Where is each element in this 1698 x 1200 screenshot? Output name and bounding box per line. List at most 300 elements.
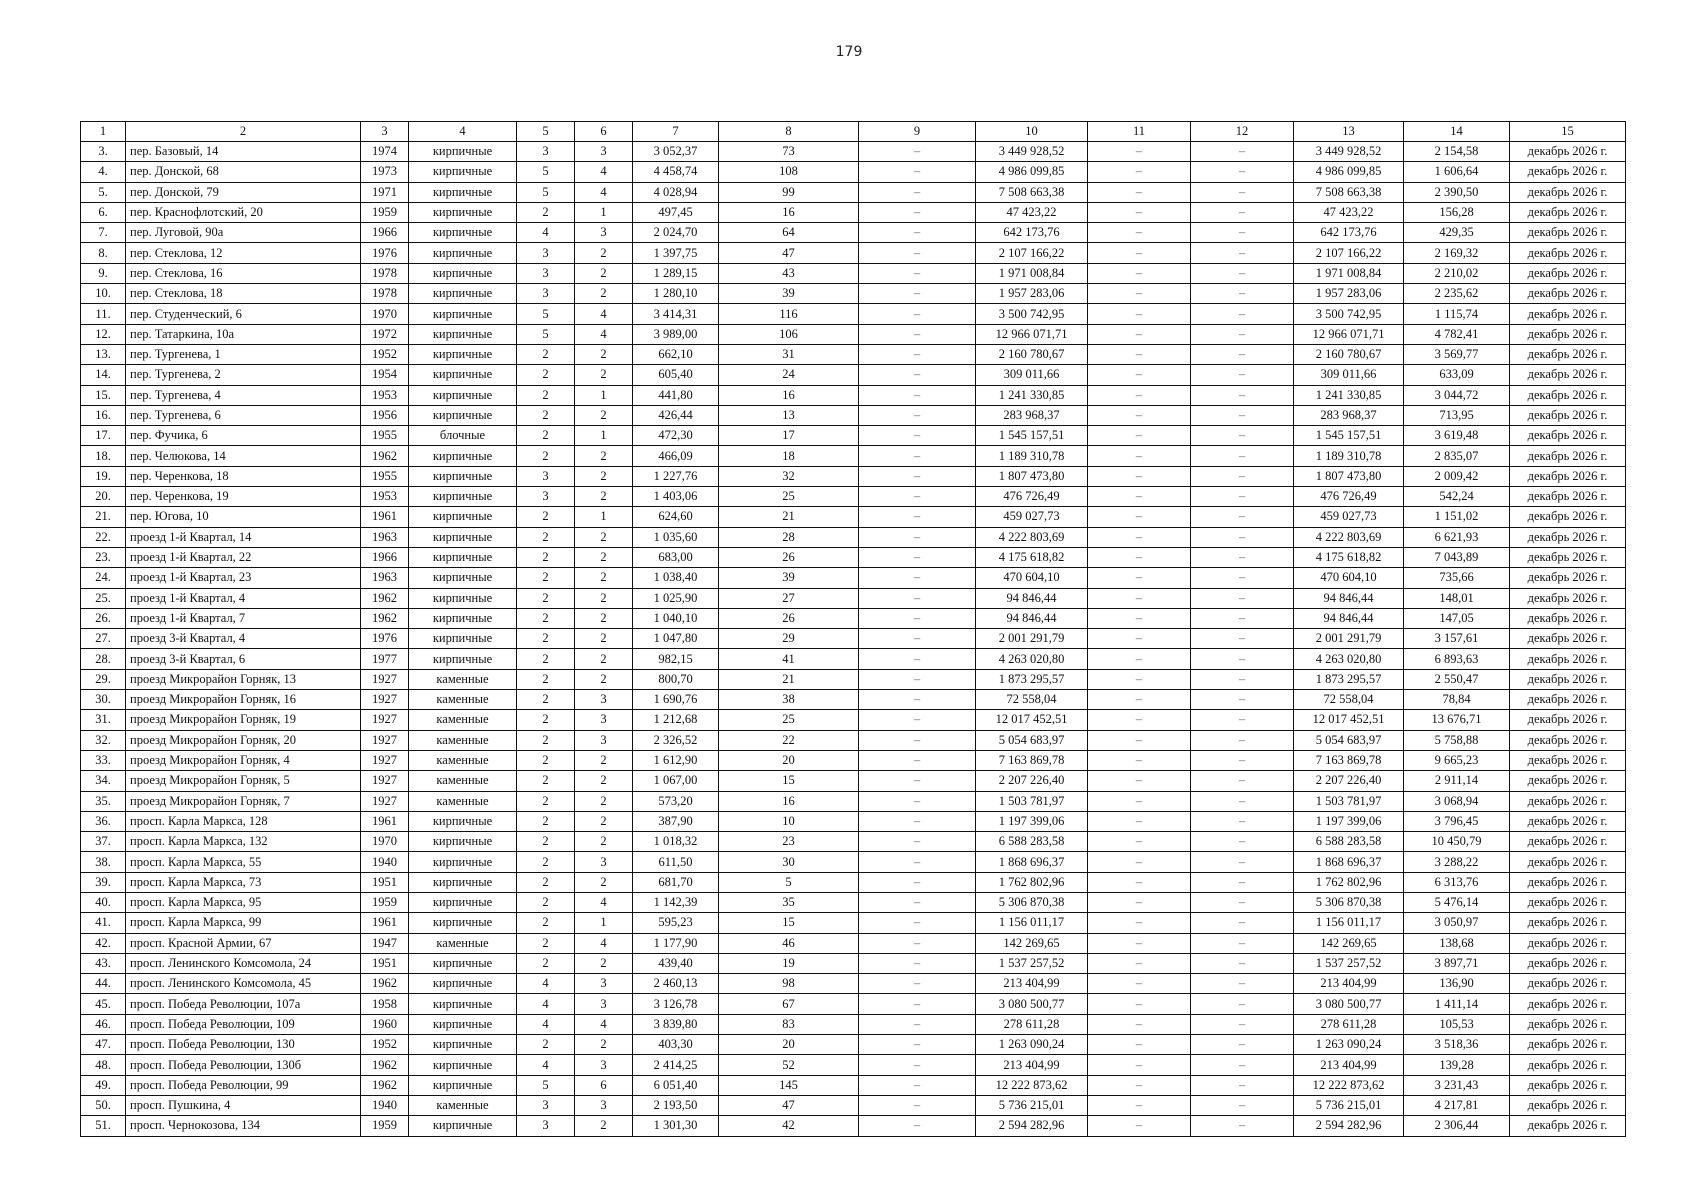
- table-cell: 108: [719, 162, 859, 182]
- table-cell: 2: [517, 365, 575, 385]
- table-row: [81, 710, 1626, 730]
- table-cell: 2 160 780,67: [1294, 344, 1404, 364]
- table-cell: 2 207 226,40: [1294, 771, 1404, 791]
- table-cell: –: [1191, 974, 1294, 994]
- table-cell: 11.: [81, 304, 126, 324]
- column-header: 14: [1404, 122, 1510, 142]
- table-cell: 2 154,58: [1404, 142, 1510, 162]
- table-cell: 7 163 869,78: [1294, 750, 1404, 770]
- table-cell: 3: [517, 1116, 575, 1136]
- address-cell: просп. Пушкина, 4: [126, 1095, 361, 1115]
- table-cell: 542,24: [1404, 487, 1510, 507]
- table-cell: 29: [719, 629, 859, 649]
- table-cell: декабрь 2026 г.: [1510, 730, 1626, 750]
- table-cell: 27: [719, 588, 859, 608]
- table-cell: 26: [719, 608, 859, 628]
- table-cell: 5: [719, 872, 859, 892]
- column-header: 6: [575, 122, 633, 142]
- table-cell: 49.: [81, 1075, 126, 1095]
- table-cell: 12 222 873,62: [1294, 1075, 1404, 1095]
- table-cell: декабрь 2026 г.: [1510, 223, 1626, 243]
- table-cell: 2: [517, 446, 575, 466]
- table-cell: 439,40: [633, 953, 719, 973]
- table-row: [81, 811, 1626, 831]
- table-cell: –: [859, 365, 976, 385]
- table-cell: 1 018,32: [633, 832, 719, 852]
- table-cell: –: [1191, 1055, 1294, 1075]
- table-cell: –: [1191, 1014, 1294, 1034]
- table-cell: –: [1088, 324, 1191, 344]
- address-cell: просп. Победа Революции, 99: [126, 1075, 361, 1095]
- table-row: [81, 182, 1626, 202]
- table-row: [81, 487, 1626, 507]
- table-cell: каменные: [409, 1095, 517, 1115]
- table-cell: 1 289,15: [633, 263, 719, 283]
- table-cell: 7 508 663,38: [1294, 182, 1404, 202]
- table-row: [81, 974, 1626, 994]
- table-cell: 1 537 257,52: [976, 953, 1088, 973]
- table-cell: 1 868 696,37: [1294, 852, 1404, 872]
- table-cell: –: [1088, 608, 1191, 628]
- table-cell: 1 156 011,17: [976, 913, 1088, 933]
- table-cell: 1: [575, 202, 633, 222]
- table-cell: –: [1088, 974, 1191, 994]
- table-cell: –: [1191, 284, 1294, 304]
- table-cell: –: [1088, 629, 1191, 649]
- table-cell: 2: [575, 446, 633, 466]
- table-cell: 1 397,75: [633, 243, 719, 263]
- table-cell: 4: [575, 304, 633, 324]
- table-cell: 142 269,65: [976, 933, 1088, 953]
- table-cell: каменные: [409, 750, 517, 770]
- table-cell: 4 217,81: [1404, 1095, 1510, 1115]
- table-cell: 39: [719, 568, 859, 588]
- table-cell: –: [859, 324, 976, 344]
- table-cell: 35.: [81, 791, 126, 811]
- table-cell: –: [1088, 507, 1191, 527]
- table-row: [81, 243, 1626, 263]
- table-cell: –: [1191, 1095, 1294, 1115]
- table-cell: 43.: [81, 953, 126, 973]
- table-cell: 94 846,44: [1294, 588, 1404, 608]
- table-cell: 982,15: [633, 649, 719, 669]
- table-cell: 2: [517, 852, 575, 872]
- table-cell: –: [1088, 284, 1191, 304]
- table-cell: 3 500 742,95: [1294, 304, 1404, 324]
- table-cell: 6 588 283,58: [1294, 832, 1404, 852]
- table-cell: декабрь 2026 г.: [1510, 426, 1626, 446]
- table-cell: 1 189 310,78: [976, 446, 1088, 466]
- table-cell: 1961: [361, 913, 409, 933]
- table-cell: –: [859, 304, 976, 324]
- table-row: [81, 892, 1626, 912]
- table-cell: –: [859, 547, 976, 567]
- table-cell: –: [859, 223, 976, 243]
- table-cell: 1970: [361, 304, 409, 324]
- table-cell: –: [859, 953, 976, 973]
- table-cell: 2: [575, 872, 633, 892]
- table-cell: декабрь 2026 г.: [1510, 892, 1626, 912]
- table-cell: 1976: [361, 629, 409, 649]
- table-cell: –: [859, 1075, 976, 1095]
- address-cell: проезд Микрорайон Горняк, 5: [126, 771, 361, 791]
- table-cell: 1927: [361, 730, 409, 750]
- table-cell: –: [859, 405, 976, 425]
- table-cell: 2: [517, 426, 575, 446]
- table-cell: 1 971 008,84: [976, 263, 1088, 283]
- table-cell: –: [1191, 223, 1294, 243]
- table-cell: –: [859, 608, 976, 628]
- table-cell: кирпичные: [409, 466, 517, 486]
- table-cell: декабрь 2026 г.: [1510, 547, 1626, 567]
- table-cell: –: [1088, 142, 1191, 162]
- table-cell: –: [1088, 446, 1191, 466]
- table-cell: 4 175 618,82: [976, 547, 1088, 567]
- table-cell: 15: [719, 771, 859, 791]
- table-cell: 2: [517, 385, 575, 405]
- table-cell: 2: [575, 487, 633, 507]
- table-cell: 31.: [81, 710, 126, 730]
- table-cell: 2 390,50: [1404, 182, 1510, 202]
- table-cell: –: [1191, 243, 1294, 263]
- table-cell: –: [1088, 243, 1191, 263]
- table-cell: 2 306,44: [1404, 1116, 1510, 1136]
- table-cell: –: [1088, 162, 1191, 182]
- table-cell: 22.: [81, 527, 126, 547]
- table-cell: 1962: [361, 1075, 409, 1095]
- table-cell: 213 404,99: [976, 974, 1088, 994]
- address-cell: просп. Карла Маркса, 99: [126, 913, 361, 933]
- table-cell: –: [1191, 162, 1294, 182]
- table-cell: 3 500 742,95: [976, 304, 1088, 324]
- table-cell: 28.: [81, 649, 126, 669]
- table-cell: 98: [719, 974, 859, 994]
- table-cell: 1 690,76: [633, 690, 719, 710]
- table-cell: кирпичные: [409, 1035, 517, 1055]
- table-cell: 1 151,02: [1404, 507, 1510, 527]
- table-cell: 4: [575, 892, 633, 912]
- table-cell: 1 263 090,24: [1294, 1035, 1404, 1055]
- table-cell: 1947: [361, 933, 409, 953]
- table-cell: –: [859, 994, 976, 1014]
- table-cell: 16: [719, 202, 859, 222]
- table-cell: 2 460,13: [633, 974, 719, 994]
- table-cell: декабрь 2026 г.: [1510, 1116, 1626, 1136]
- table-row: [81, 852, 1626, 872]
- table-cell: 213 404,99: [1294, 974, 1404, 994]
- address-cell: пер. Татаркина, 10а: [126, 324, 361, 344]
- table-cell: 136,90: [1404, 974, 1510, 994]
- table-cell: 6 051,40: [633, 1075, 719, 1095]
- table-cell: 2: [575, 344, 633, 364]
- address-cell: проезд 1-й Квартал, 22: [126, 547, 361, 567]
- table-cell: 624,60: [633, 507, 719, 527]
- table-cell: 32.: [81, 730, 126, 750]
- table-cell: –: [1191, 202, 1294, 222]
- table-cell: 4 028,94: [633, 182, 719, 202]
- table-cell: 1 241 330,85: [1294, 385, 1404, 405]
- table-cell: 2 326,52: [633, 730, 719, 750]
- table-cell: декабрь 2026 г.: [1510, 710, 1626, 730]
- table-row: [81, 284, 1626, 304]
- table-cell: –: [1088, 202, 1191, 222]
- column-header: 7: [633, 122, 719, 142]
- table-cell: 1961: [361, 507, 409, 527]
- table-row: [81, 1075, 1626, 1095]
- table-cell: 4: [517, 974, 575, 994]
- table-cell: 1 957 283,06: [1294, 284, 1404, 304]
- table-cell: 1976: [361, 243, 409, 263]
- table-cell: кирпичные: [409, 344, 517, 364]
- table-cell: –: [1191, 994, 1294, 1014]
- table-cell: 20.: [81, 487, 126, 507]
- table-cell: 1956: [361, 405, 409, 425]
- table-cell: 2 169,32: [1404, 243, 1510, 263]
- table-cell: 35: [719, 892, 859, 912]
- table-row: [81, 994, 1626, 1014]
- table-row: [81, 771, 1626, 791]
- table-cell: 1 156 011,17: [1294, 913, 1404, 933]
- table-cell: 681,70: [633, 872, 719, 892]
- table-cell: 5: [517, 304, 575, 324]
- table-cell: 1 197 399,06: [1294, 811, 1404, 831]
- table-cell: 2: [575, 263, 633, 283]
- table-cell: 43: [719, 263, 859, 283]
- table-cell: декабрь 2026 г.: [1510, 263, 1626, 283]
- table-cell: 16: [719, 791, 859, 811]
- table-row: [81, 223, 1626, 243]
- table-cell: 40.: [81, 892, 126, 912]
- table-cell: 1951: [361, 872, 409, 892]
- table-cell: 13 676,71: [1404, 710, 1510, 730]
- table-row: [81, 872, 1626, 892]
- table-cell: 573,20: [633, 791, 719, 811]
- table-row: [81, 202, 1626, 222]
- table-cell: –: [859, 142, 976, 162]
- table-cell: 106: [719, 324, 859, 344]
- table-cell: –: [859, 1055, 976, 1075]
- table-cell: –: [1088, 892, 1191, 912]
- table-cell: –: [1191, 649, 1294, 669]
- table-cell: 1 212,68: [633, 710, 719, 730]
- table-cell: 466,09: [633, 446, 719, 466]
- table-cell: 10 450,79: [1404, 832, 1510, 852]
- table-cell: каменные: [409, 730, 517, 750]
- table-cell: кирпичные: [409, 913, 517, 933]
- table-cell: декабрь 2026 г.: [1510, 791, 1626, 811]
- table-cell: 3 052,37: [633, 142, 719, 162]
- table-cell: 21: [719, 669, 859, 689]
- table-row: [81, 913, 1626, 933]
- address-cell: пер. Базовый, 14: [126, 142, 361, 162]
- table-cell: –: [859, 202, 976, 222]
- table-cell: каменные: [409, 771, 517, 791]
- table-cell: 2: [517, 913, 575, 933]
- address-cell: пер. Стеклова, 18: [126, 284, 361, 304]
- table-cell: 213 404,99: [976, 1055, 1088, 1075]
- table-cell: 3: [575, 142, 633, 162]
- table-cell: 611,50: [633, 852, 719, 872]
- table-cell: 1 411,14: [1404, 994, 1510, 1014]
- table-cell: –: [1191, 791, 1294, 811]
- table-cell: 2 001 291,79: [976, 629, 1088, 649]
- table-cell: 19.: [81, 466, 126, 486]
- table-cell: 595,23: [633, 913, 719, 933]
- table-cell: 4: [517, 223, 575, 243]
- address-cell: просп. Карла Маркса, 73: [126, 872, 361, 892]
- table-cell: 30: [719, 852, 859, 872]
- table-cell: декабрь 2026 г.: [1510, 669, 1626, 689]
- table-cell: 605,40: [633, 365, 719, 385]
- table-cell: 1 197 399,06: [976, 811, 1088, 831]
- table-cell: 3: [575, 1055, 633, 1075]
- table-cell: 5 736 215,01: [976, 1095, 1088, 1115]
- table-cell: 3 989,00: [633, 324, 719, 344]
- table-cell: 2: [517, 730, 575, 750]
- table-cell: 26.: [81, 608, 126, 628]
- table-cell: 1 503 781,97: [976, 791, 1088, 811]
- table-cell: декабрь 2026 г.: [1510, 649, 1626, 669]
- table-cell: 278 611,28: [976, 1014, 1088, 1034]
- table-cell: 1 762 802,96: [976, 872, 1088, 892]
- table-row: [81, 791, 1626, 811]
- table-cell: –: [859, 649, 976, 669]
- address-cell: пер. Краснофлотский, 20: [126, 202, 361, 222]
- table-row: [81, 344, 1626, 364]
- table-cell: 1 503 781,97: [1294, 791, 1404, 811]
- table-cell: 1955: [361, 426, 409, 446]
- table-cell: 10.: [81, 284, 126, 304]
- column-header: 15: [1510, 122, 1626, 142]
- table-cell: –: [859, 284, 976, 304]
- table-cell: 25: [719, 487, 859, 507]
- table-cell: 3: [517, 466, 575, 486]
- table-cell: 83: [719, 1014, 859, 1034]
- table-cell: 16.: [81, 405, 126, 425]
- table-cell: 15: [719, 913, 859, 933]
- table-cell: декабрь 2026 г.: [1510, 953, 1626, 973]
- table-cell: декабрь 2026 г.: [1510, 608, 1626, 628]
- table-cell: 138,68: [1404, 933, 1510, 953]
- table-cell: 2 235,62: [1404, 284, 1510, 304]
- table-cell: –: [1088, 1116, 1191, 1136]
- table-cell: –: [1088, 223, 1191, 243]
- address-cell: пер. Фучика, 6: [126, 426, 361, 446]
- table-cell: 148,01: [1404, 588, 1510, 608]
- table-cell: 2: [517, 832, 575, 852]
- table-cell: 29.: [81, 669, 126, 689]
- table-cell: 2: [575, 588, 633, 608]
- table-cell: 2 001 291,79: [1294, 629, 1404, 649]
- table-cell: декабрь 2026 г.: [1510, 142, 1626, 162]
- table-row: [81, 832, 1626, 852]
- table-cell: –: [1191, 426, 1294, 446]
- table-cell: декабрь 2026 г.: [1510, 507, 1626, 527]
- table-body: [81, 142, 1626, 1137]
- table-cell: 1 807 473,80: [1294, 466, 1404, 486]
- table-cell: декабрь 2026 г.: [1510, 385, 1626, 405]
- table-cell: 2 193,50: [633, 1095, 719, 1115]
- table-cell: 5: [517, 1075, 575, 1095]
- table-cell: кирпичные: [409, 284, 517, 304]
- table-cell: 429,35: [1404, 223, 1510, 243]
- table-cell: 1953: [361, 487, 409, 507]
- table-cell: –: [859, 933, 976, 953]
- address-cell: проезд Микрорайон Горняк, 20: [126, 730, 361, 750]
- table-cell: 21: [719, 507, 859, 527]
- table-cell: 283 968,37: [1294, 405, 1404, 425]
- table-row: [81, 1014, 1626, 1034]
- table-cell: 1: [575, 913, 633, 933]
- table-cell: 5 054 683,97: [976, 730, 1088, 750]
- table-cell: –: [1088, 405, 1191, 425]
- table-cell: 23.: [81, 547, 126, 567]
- table-cell: 3 518,36: [1404, 1035, 1510, 1055]
- table-row: [81, 405, 1626, 425]
- table-cell: 4: [517, 1055, 575, 1075]
- table-cell: декабрь 2026 г.: [1510, 872, 1626, 892]
- table-cell: 3 080 500,77: [976, 994, 1088, 1014]
- table-cell: –: [1088, 791, 1191, 811]
- table-cell: 3: [575, 223, 633, 243]
- table-cell: кирпичные: [409, 446, 517, 466]
- table-cell: 147,05: [1404, 608, 1510, 628]
- table-cell: 1 025,90: [633, 588, 719, 608]
- table-cell: 1972: [361, 324, 409, 344]
- address-cell: пер. Тургенева, 2: [126, 365, 361, 385]
- table-cell: кирпичные: [409, 243, 517, 263]
- table-cell: 1 035,60: [633, 527, 719, 547]
- table-cell: 8.: [81, 243, 126, 263]
- table-cell: 12 966 071,71: [976, 324, 1088, 344]
- table-cell: кирпичные: [409, 994, 517, 1014]
- table-cell: 2: [517, 811, 575, 831]
- table-cell: –: [1191, 892, 1294, 912]
- table-cell: 3 619,48: [1404, 426, 1510, 446]
- table-row: [81, 730, 1626, 750]
- table-cell: декабрь 2026 г.: [1510, 852, 1626, 872]
- table-cell: –: [1191, 304, 1294, 324]
- table-cell: 3 068,94: [1404, 791, 1510, 811]
- address-cell: просп. Красной Армии, 67: [126, 933, 361, 953]
- table-row: [81, 547, 1626, 567]
- table-cell: –: [859, 162, 976, 182]
- table-cell: 156,28: [1404, 202, 1510, 222]
- table-cell: 24: [719, 365, 859, 385]
- table-cell: –: [859, 730, 976, 750]
- table-cell: декабрь 2026 г.: [1510, 913, 1626, 933]
- table-row: [81, 588, 1626, 608]
- table-cell: 1 301,30: [633, 1116, 719, 1136]
- table-cell: 1 177,90: [633, 933, 719, 953]
- table-cell: 1962: [361, 1055, 409, 1075]
- table-row: [81, 933, 1626, 953]
- table-cell: 3 288,22: [1404, 852, 1510, 872]
- address-cell: просп. Карла Маркса, 128: [126, 811, 361, 831]
- table-cell: 2: [517, 933, 575, 953]
- table-cell: каменные: [409, 690, 517, 710]
- address-cell: пер. Тургенева, 1: [126, 344, 361, 364]
- table-cell: –: [1191, 263, 1294, 283]
- table-cell: 1962: [361, 446, 409, 466]
- table-cell: 470 604,10: [1294, 568, 1404, 588]
- table-cell: декабрь 2026 г.: [1510, 446, 1626, 466]
- table-cell: декабрь 2026 г.: [1510, 324, 1626, 344]
- address-cell: проезд Микрорайон Горняк, 4: [126, 750, 361, 770]
- table-cell: –: [859, 690, 976, 710]
- table-cell: 800,70: [633, 669, 719, 689]
- table-row: [81, 385, 1626, 405]
